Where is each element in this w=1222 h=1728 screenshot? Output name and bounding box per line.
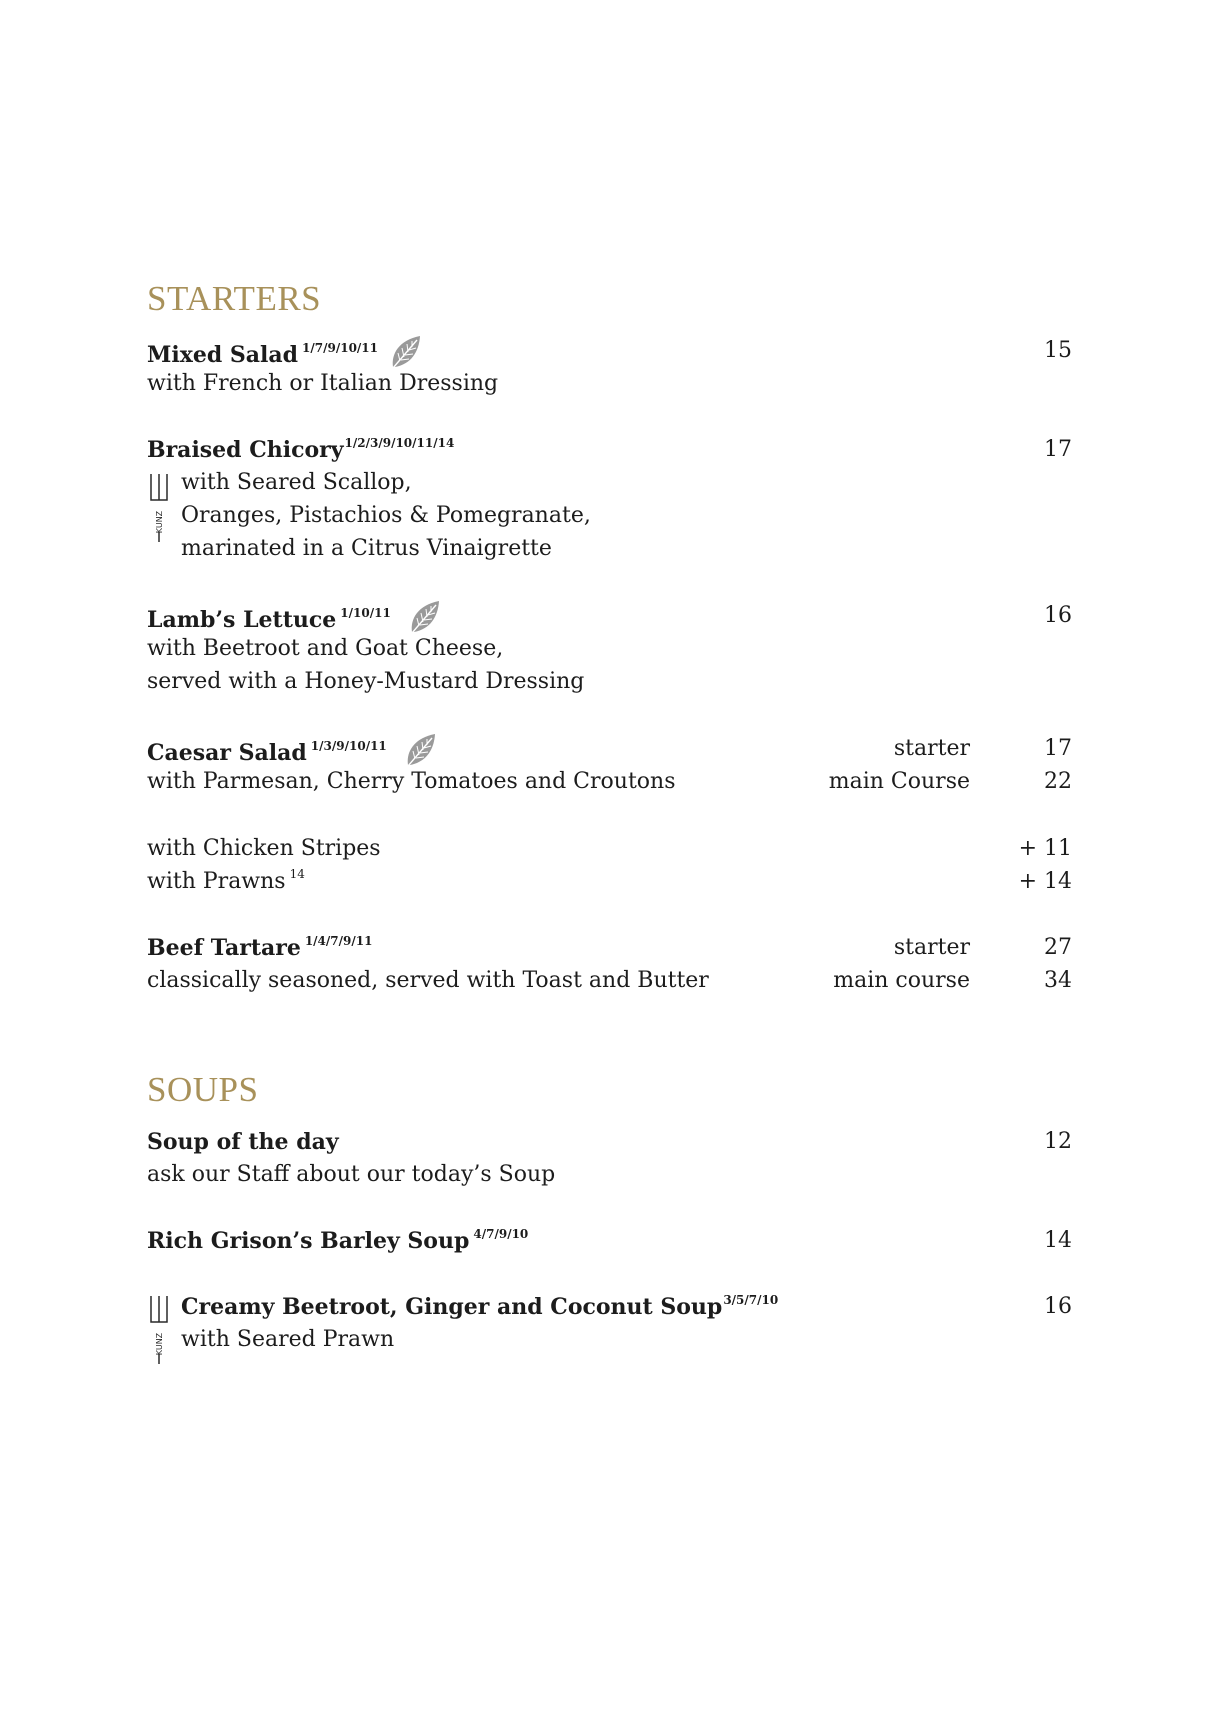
menu-item-mixed-salad bbox=[147, 334, 1072, 368]
extra-label: with Chicken Stripes bbox=[147, 836, 381, 861]
size-label: main Course bbox=[828, 769, 970, 794]
item-description: with Beetroot and Goat Cheese, bbox=[147, 636, 504, 661]
item-price: 15 bbox=[1044, 338, 1072, 363]
item-name: Lamb’s Lettuce bbox=[147, 607, 337, 633]
item-price: 14 bbox=[1044, 1228, 1072, 1253]
size-label: main course bbox=[833, 968, 970, 993]
item-name: Braised Chicory bbox=[147, 437, 344, 463]
leaf-icon bbox=[404, 732, 438, 768]
allergen-codes: 1/7/9/10/11 bbox=[302, 341, 378, 355]
item-name: Soup of the day bbox=[147, 1129, 339, 1155]
svg-text:KUNZ: KUNZ bbox=[155, 1332, 164, 1356]
item-description: with Seared Scallop, bbox=[181, 470, 412, 495]
item-description: classically seasoned, served with Toast and Butter bbox=[147, 968, 709, 993]
svg-text:KUNZ: KUNZ bbox=[155, 510, 164, 534]
extra-price: + 11 bbox=[1018, 836, 1072, 861]
item-name: Rich Grison’s Barley Soup bbox=[147, 1228, 470, 1254]
leaf-icon bbox=[408, 599, 442, 635]
item-price: 16 bbox=[1044, 603, 1072, 628]
item-price: 12 bbox=[1044, 1129, 1072, 1154]
allergen-codes: 1/2/3/9/10/11/14 bbox=[344, 436, 455, 450]
allergen-codes: 4/7/9/10 bbox=[473, 1227, 529, 1241]
item-name: Beef Tartare bbox=[147, 935, 301, 961]
allergen-codes: 3/5/7/10 bbox=[723, 1293, 779, 1307]
item-description: with Parmesan, Cherry Tomatoes and Croutons bbox=[147, 769, 676, 794]
section-title-starters: STARTERS bbox=[147, 279, 322, 318]
menu-extra-chicken bbox=[147, 832, 1072, 866]
item-price: 22 bbox=[1044, 769, 1072, 794]
item-description: with French or Italian Dressing bbox=[147, 371, 499, 396]
item-description: marinated in a Citrus Vinaigrette bbox=[181, 536, 552, 561]
item-name: Mixed Salad bbox=[147, 342, 299, 368]
allergen-codes: 1/10/11 bbox=[340, 606, 391, 620]
menu-item-barley-soup bbox=[147, 1224, 1072, 1258]
item-description-row bbox=[147, 765, 1072, 799]
item-description: ask our Staff about our today’s Soup bbox=[147, 1162, 556, 1187]
menu-item-caesar-salad bbox=[147, 732, 1072, 766]
menu-extra-prawns bbox=[147, 865, 1072, 899]
size-label: starter bbox=[893, 736, 970, 761]
item-description: Oranges, Pistachios & Pomegranate, bbox=[181, 503, 591, 528]
item-description: with Seared Prawn bbox=[181, 1327, 395, 1352]
menu-item-beetroot-soup bbox=[181, 1290, 1072, 1324]
extra-price: + 14 bbox=[1018, 869, 1072, 894]
item-price: 34 bbox=[1044, 968, 1072, 993]
allergen-codes: 14 bbox=[289, 867, 305, 881]
item-price: 16 bbox=[1044, 1294, 1072, 1319]
menu-item-soup-of-the-day bbox=[147, 1125, 1072, 1159]
item-name: Caesar Salad bbox=[147, 740, 307, 766]
item-description-row bbox=[147, 964, 1072, 998]
kunz-logo bbox=[147, 1294, 171, 1366]
item-description: served with a Honey-Mustard Dressing bbox=[147, 669, 585, 694]
menu-item-beef-tartare bbox=[147, 931, 1072, 965]
menu-item-lambs-lettuce bbox=[147, 599, 1072, 633]
item-name: Creamy Beetroot, Ginger and Coconut Soup bbox=[181, 1294, 723, 1320]
extra-label: with Prawns bbox=[147, 869, 286, 894]
item-price: 17 bbox=[1044, 437, 1072, 462]
menu-item-braised-chicory bbox=[147, 433, 1072, 467]
allergen-codes: 1/4/7/9/11 bbox=[304, 934, 373, 948]
kunz-logo bbox=[147, 472, 171, 544]
section-title-soups: SOUPS bbox=[147, 1070, 259, 1109]
allergen-codes: 1/3/9/10/11 bbox=[310, 739, 387, 753]
leaf-icon bbox=[389, 334, 423, 370]
item-price: 17 bbox=[1044, 736, 1072, 761]
item-price: 27 bbox=[1044, 935, 1072, 960]
size-label: starter bbox=[893, 935, 970, 960]
